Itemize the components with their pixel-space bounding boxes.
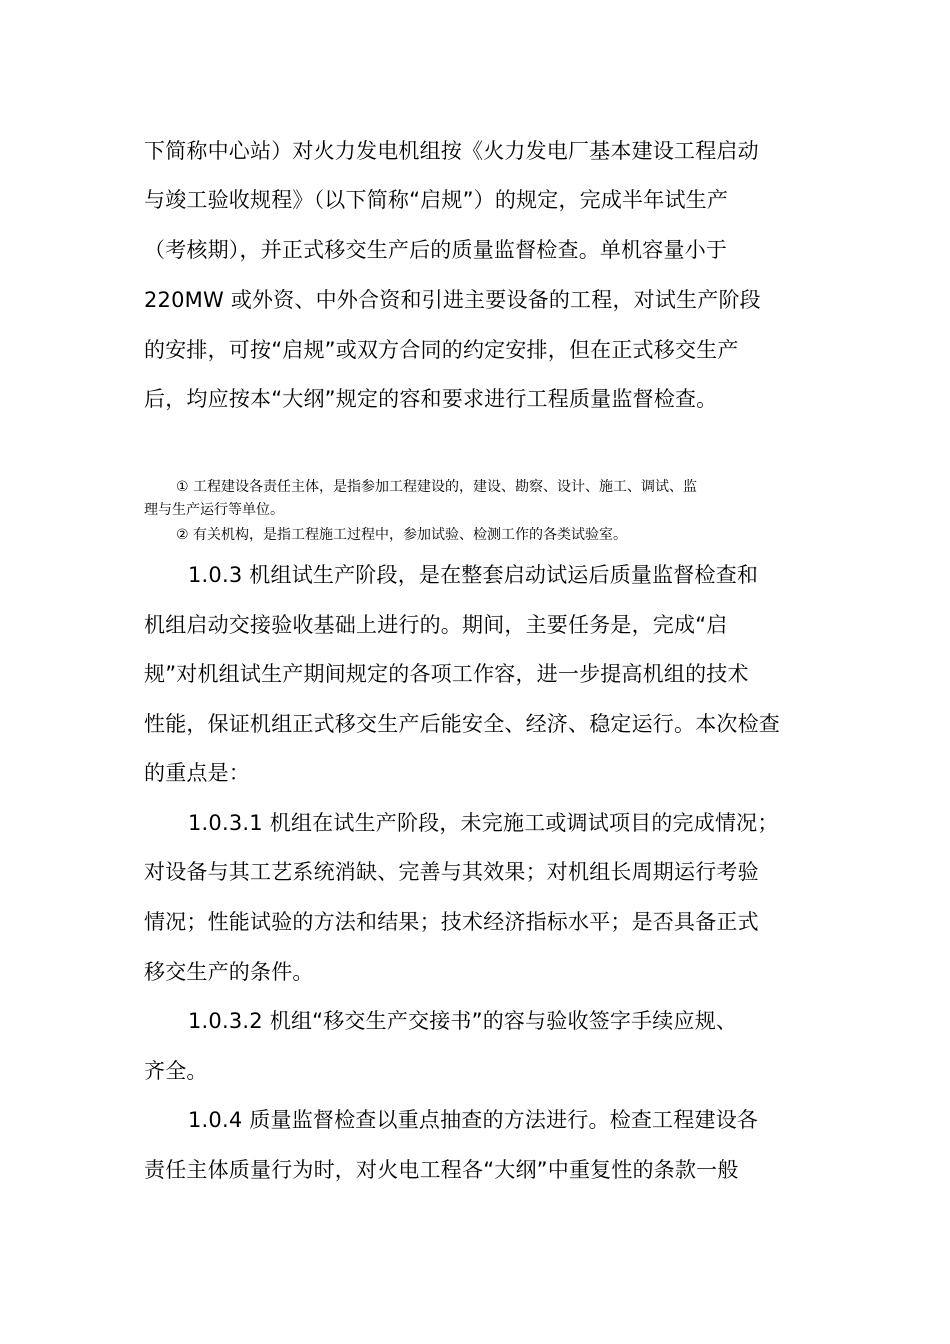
- text-line: 1.0.3 机组试生产阶段，是在整套启动试运后质量监督检查和: [188, 563, 759, 587]
- footnote-1-line: 理与生产运行等单位。: [144, 502, 284, 518]
- text-line: 1.0.3.2 机组“移交生产交接书”的容与验收签字手续应规、: [188, 1009, 738, 1033]
- text-line: 与竣工验收规程》（以下简称“启规”）的规定，完成半年试生产: [144, 188, 729, 212]
- text-line: （考核期），并正式移交生产后的质量监督检查。单机容量小于: [144, 238, 728, 262]
- text-line: 220MW 或外资、中外合资和引进主要设备的工程，对试生产阶段: [144, 288, 761, 312]
- footnote-1-line: ① 工程建设各责任主体，是指参加工程建设的，建设、勘察、设计、施工、调试、监: [176, 479, 697, 495]
- text-line: 移交生产的条件。: [144, 960, 314, 984]
- text-line: 责任主体质量行为时，对火电工程各“大纲”中重复性的条款一般: [144, 1158, 739, 1182]
- text-line: 的安排，可按“启规”或双方合同的约定安排，但在正式移交生产: [144, 338, 739, 362]
- text-line: 后，均应按本“大纲”规定的容和要求进行工程质量监督检查。: [144, 387, 718, 411]
- text-line: 规”对机组试生产期间规定的各项工作容，进一步提高机组的技术: [144, 662, 749, 686]
- text-line: 的重点是：: [144, 761, 250, 785]
- text-line: 性能，保证机组正式移交生产后能安全、经济、稳定运行。本次检查: [144, 712, 780, 736]
- text-line: 下简称中心站）对火力发电机组按《火力发电厂基本建设工程启动: [144, 139, 759, 163]
- text-line: 情况；性能试验的方法和结果；技术经济指标水平；是否具备正式: [144, 910, 759, 934]
- text-line: 1.0.3.1 机组在试生产阶段，未完施工或调试项目的完成情况；: [188, 811, 779, 835]
- text-line: 机组启动交接验收基础上进行的。期间，主要任务是，完成“启: [144, 613, 728, 637]
- footnote-2-line: ② 有关机构，是指工程施工过程中，参加试验、检测工作的各类试验室。: [176, 527, 627, 543]
- text-line: 齐全。: [144, 1059, 208, 1083]
- text-line: 1.0.4 质量监督检查以重点抽查的方法进行。检查工程建设各: [188, 1108, 759, 1132]
- text-line: 对设备与其工艺系统消缺、完善与其效果；对机组长周期运行考验: [144, 860, 759, 884]
